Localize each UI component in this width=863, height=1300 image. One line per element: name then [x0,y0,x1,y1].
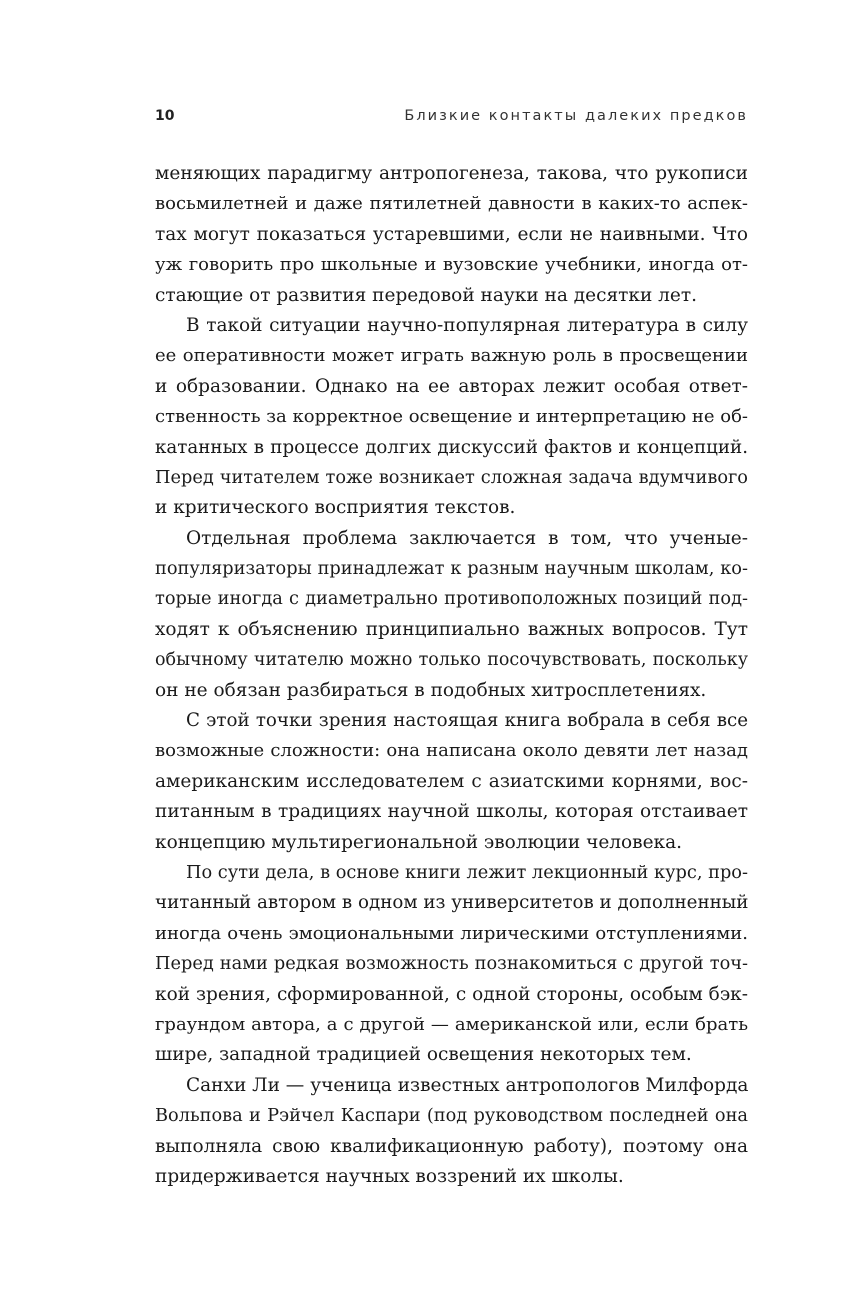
text-line: и образовании. Однако на ее авторах лежит особая ответ- [155,375,748,397]
text-line: выполняла свою квалификационную работу), поэтому она [155,1135,748,1157]
body-text [155,159,748,1192]
text-line: В такой ситуации научно-популярная литература в силу [186,314,748,336]
text-line: Вольпова и Рэйчел Каспари (под руководством последней она [155,1106,748,1127]
text-line: Отдельная проблема заключается в том, что ученые- [186,527,748,549]
text-line: обычному читателю можно только посочувствовать, поскольку [155,650,748,671]
text-line: С этой точки зрения настоящая книга вобрала в себя все [186,710,748,732]
text-line: уж говорить про школьные и вузовские учебники, иногда от- [155,254,748,276]
text-line: иногда очень эмоциональными лирическими отступлениями. [155,922,748,944]
text-line: Перед нами редкая возможность познакомиться с другой точ- [155,954,748,975]
text-line: придерживается научных воззрений их школы. [155,1165,624,1187]
text-line: читанный автором в одном из университетов и дополненный [155,892,749,914]
text-line: тах могут показаться устаревшими, если не наивными. Что [155,223,748,245]
text-line: и критического восприятия текстов. [155,497,516,519]
text-line: он не обязан разбираться в подобных хитросплетениях. [155,679,707,701]
text-line: По сути дела, в основе книги лежит лекционный курс, про- [186,862,748,883]
text-line: торые иногда с диаметрально противоположных позиций под- [155,589,748,610]
text-line: граундом автора, а с другой — американской или, если брать [155,1013,748,1035]
text-line: популяризаторы принадлежат к разным научным школам, ко- [155,559,748,580]
text-line: катанных в процессе долгих дискуссий фактов и концепций. [155,436,748,458]
text-line: питанным в традициях научной школы, которая отстаивает [155,801,748,823]
running-head [155,104,748,128]
text-line: ходят к объяснению принципиально важных вопросов. Тут [155,618,748,640]
text-line: Санхи Ли — ученица известных антропологов Милфорда [186,1074,749,1096]
text-line: кой зрения, сформированной, с одной стороны, особым бэк- [155,983,748,1005]
page-number: 10 [155,108,175,124]
text-line: Перед читателем тоже возникает сложная задача вдумчивого [155,467,748,488]
text-line: стающие от развития передовой науки на десятки лет. [155,284,697,306]
text-line: ее оперативности может играть важную роль в просвещении [155,345,748,367]
text-line: ственность за корректное освещение и интерпретацию не об- [155,406,748,428]
text-line: восьмилетней и даже пятилетней давности в каких-то аспек- [155,193,748,215]
running-head-title: Близкие контакты далеких предков [404,108,748,124]
text-line: меняющих парадигму антропогенеза, такова, что рукописи [155,163,748,184]
text-line: возможные сложности: она написана около девяти лет назад [155,740,748,762]
text-line: шире, западной традицией освещения некоторых тем. [155,1044,692,1066]
text-line: американским исследователем с азиатскими корнями, вос- [155,770,748,792]
text-line: концепцию мультирегиональной эволюции человека. [155,831,683,853]
